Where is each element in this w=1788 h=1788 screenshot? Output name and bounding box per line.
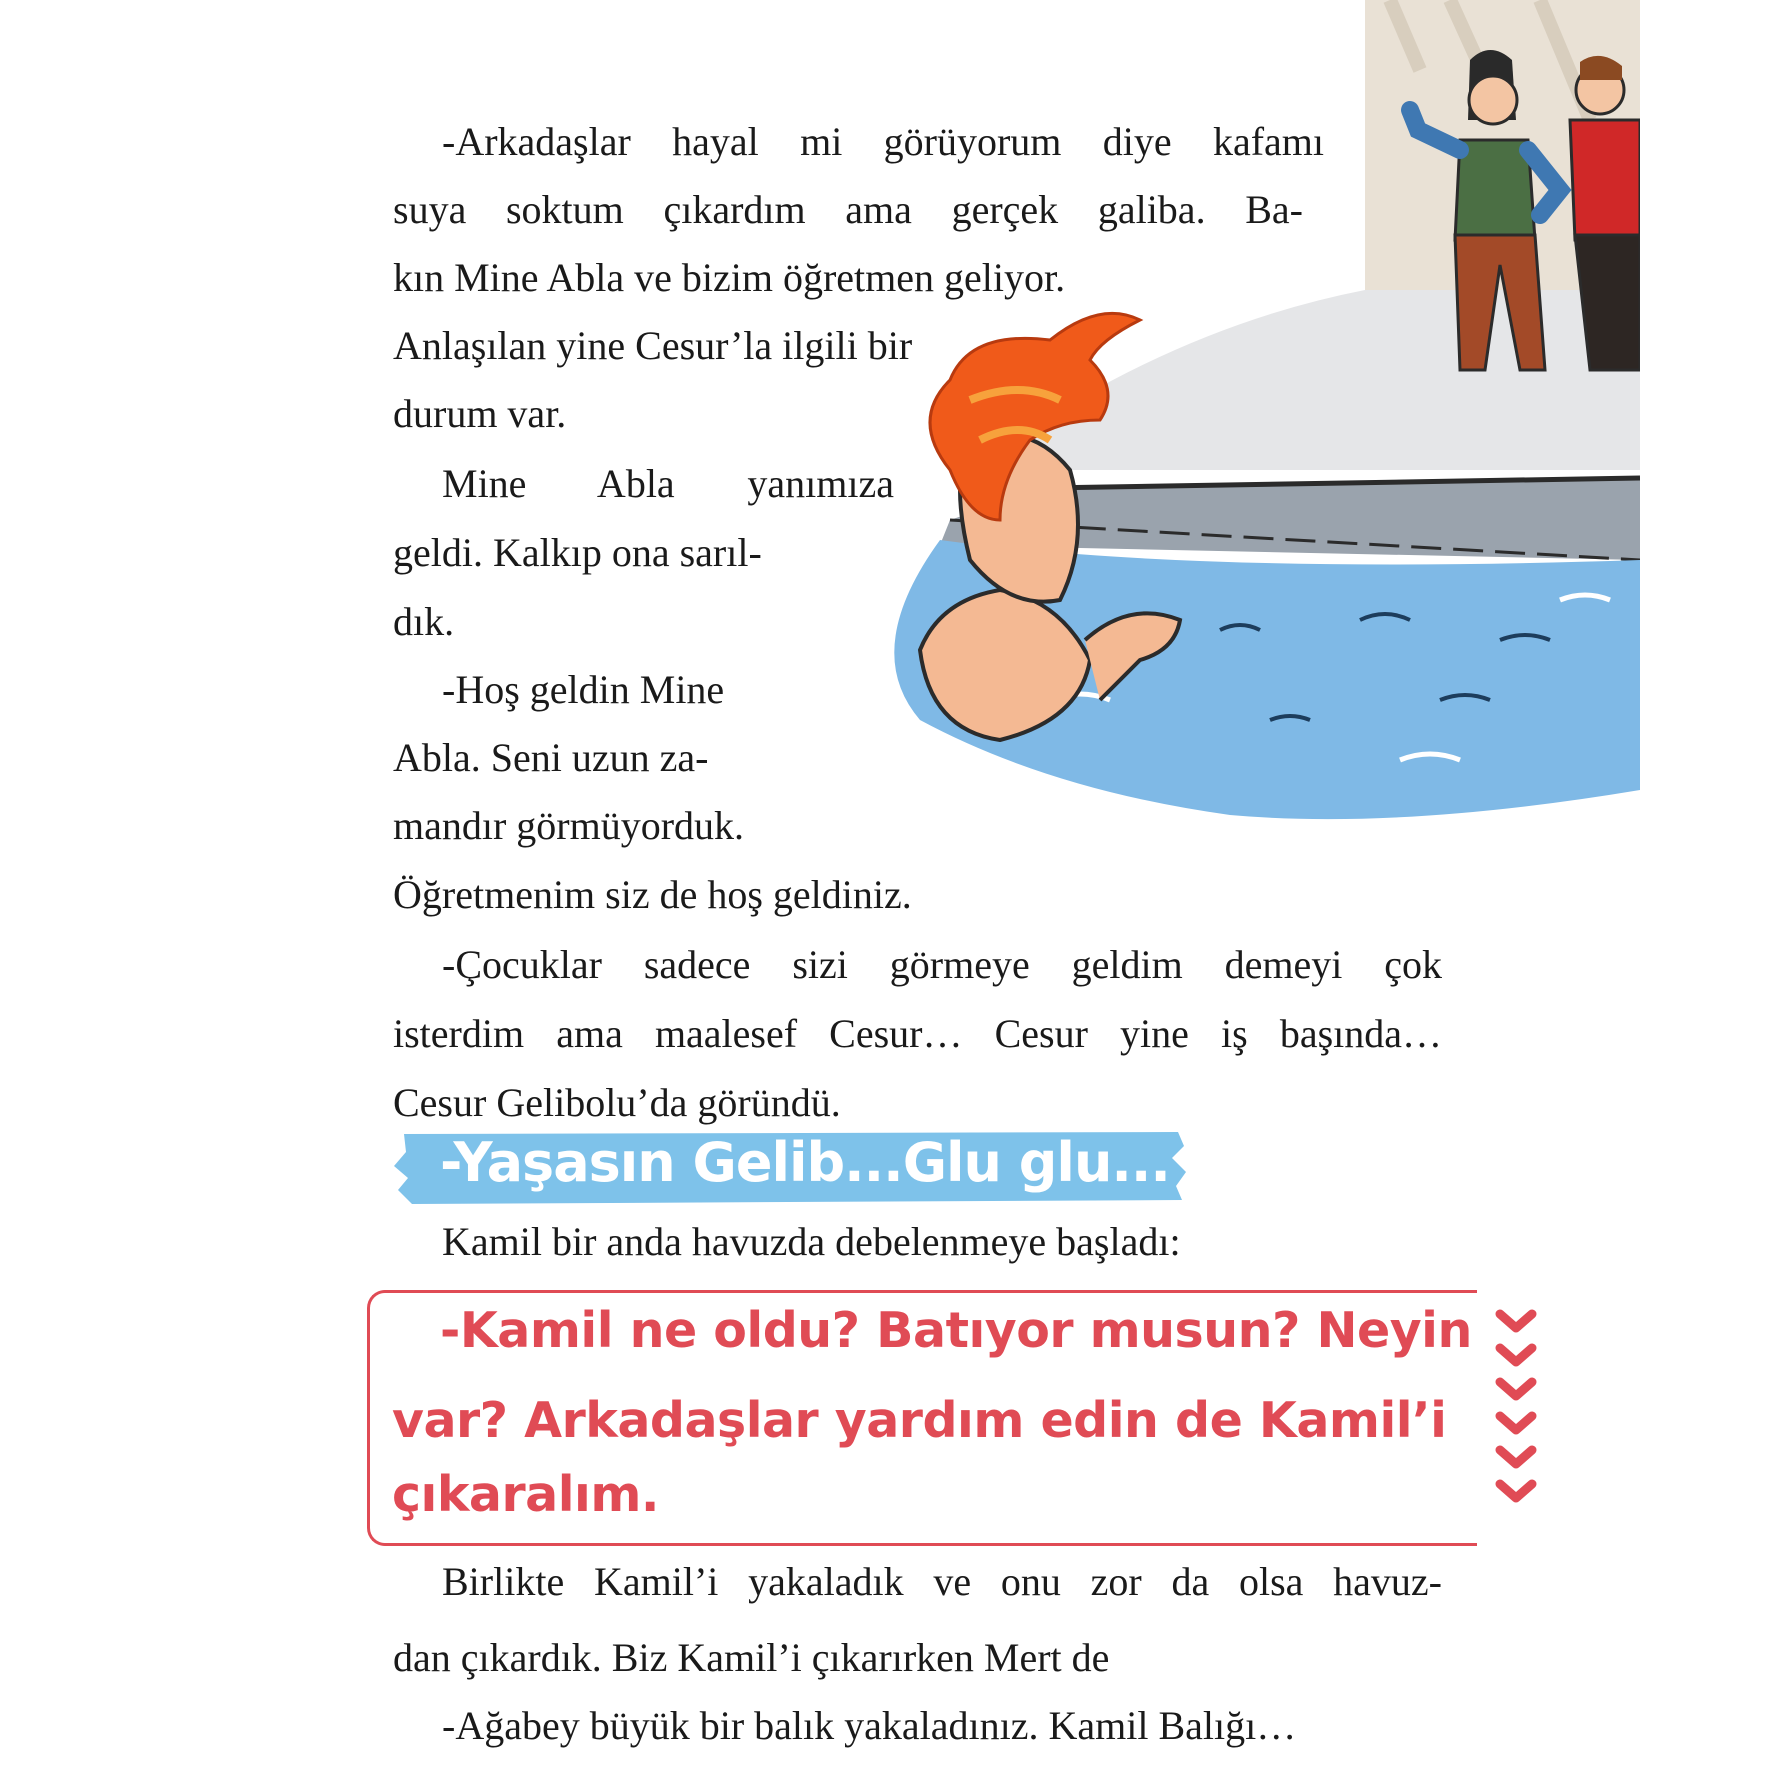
alert-line-3: çıkaralım.	[392, 1466, 659, 1523]
banner-exclamation: -Yaşasın Gelib...Glu glu...	[440, 1131, 1170, 1194]
p2-line-1: Mine Abla yanımıza	[442, 461, 894, 506]
p5-line-1: Kamil bir anda havuzda debelenmeye başladı:	[442, 1219, 1181, 1264]
p4-line-2: isterdim ama maalesef Cesur… Cesur yine iş başında…	[393, 1011, 1442, 1056]
p6-line-1: Birlikte Kamil’i yakaladık ve onu zor da olsa havuz-	[442, 1559, 1442, 1604]
p2-line-2: geldi. Kalkıp ona sarıl-	[393, 530, 762, 575]
p1-line-1: -Arkadaşlar hayal mi görüyorum diye kafamı	[442, 119, 1324, 164]
p4-line-3: Cesur Gelibolu’da göründü.	[393, 1080, 841, 1125]
p3-line-4: Öğretmenim siz de hoş geldiniz.	[393, 872, 912, 917]
p1-line-3: kın Mine Abla ve bizim öğretmen geliyor.	[393, 255, 1066, 300]
p4-line-1: -Çocuklar sadece sizi görmeye geldim demeyi çok	[442, 942, 1442, 987]
p6-line-3: -Ağabey büyük bir balık yakaladınız. Kamil Balığı…	[442, 1703, 1297, 1748]
p1-line-4: Anlaşılan yine Cesur’la ilgili bir	[393, 323, 913, 368]
p3-line-1: -Hoş geldin Mine	[442, 667, 725, 712]
p3-line-2: Abla. Seni uzun za-	[393, 735, 709, 780]
p6-line-2: dan çıkardık. Biz Kamil’i çıkarırken Mert de	[393, 1635, 1110, 1680]
p3-line-3: mandır görmüyorduk.	[393, 803, 745, 848]
p1-line-2: suya soktum çıkardım ama gerçek galiba. Ba-	[393, 187, 1303, 232]
p1-line-5: durum var.	[393, 391, 567, 436]
alert-line-1: -Kamil ne oldu? Batıyor musun? Neyin	[440, 1302, 1472, 1359]
p2-line-3: dık.	[393, 599, 455, 644]
chevron-down-icon-stack	[1492, 1304, 1540, 1524]
alert-line-2: var? Arkadaşlar yardım edin de Kamil’i	[392, 1392, 1447, 1449]
